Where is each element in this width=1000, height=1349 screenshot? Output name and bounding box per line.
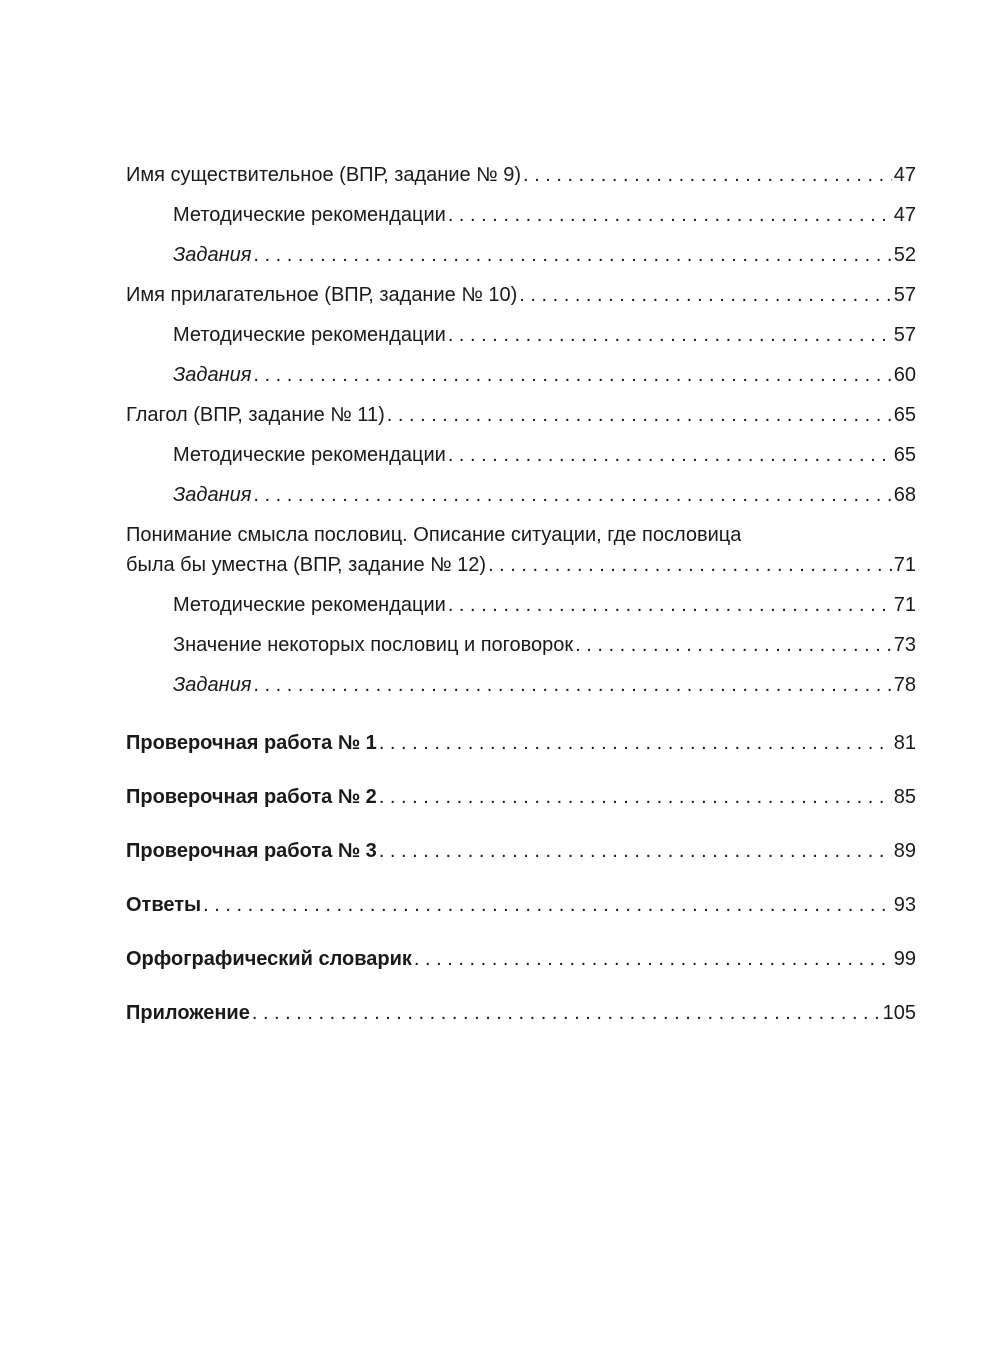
toc-entry-title: была бы уместна (ВПР, задание № 12) bbox=[126, 554, 487, 576]
toc-entry-test-3 bbox=[126, 836, 916, 866]
toc-entry-page: 57 bbox=[893, 284, 916, 306]
toc-entry-verb bbox=[126, 400, 916, 430]
dot-leader bbox=[387, 400, 892, 430]
toc-entry-page: 99 bbox=[893, 948, 916, 970]
toc-entry-title: Методические рекомендации bbox=[173, 204, 446, 226]
toc-entry-title: Задания bbox=[173, 674, 252, 696]
toc-entry-page: 73 bbox=[893, 634, 916, 656]
toc-entry-answers bbox=[126, 890, 916, 920]
toc-entry-proverbs-methods bbox=[126, 590, 916, 620]
toc-entry-page: 65 bbox=[893, 444, 916, 466]
table-of-contents bbox=[126, 160, 916, 1028]
toc-entry-proverbs-line2 bbox=[126, 550, 916, 580]
dot-leader bbox=[379, 728, 892, 758]
dot-leader bbox=[379, 782, 892, 812]
toc-entry-page: 93 bbox=[893, 894, 916, 916]
toc-entry-appendix bbox=[126, 998, 916, 1028]
toc-entry-page: 89 bbox=[893, 840, 916, 862]
toc-entry-title: Методические рекомендации bbox=[173, 444, 446, 466]
toc-entry-title: Имя прилагательное (ВПР, задание № 10) bbox=[126, 284, 518, 306]
toc-entry-proverbs-meanings bbox=[126, 630, 916, 660]
toc-entry-page: 105 bbox=[882, 1002, 916, 1024]
toc-entry-title: Методические рекомендации bbox=[173, 594, 446, 616]
dot-leader bbox=[203, 890, 892, 920]
dot-leader bbox=[523, 160, 892, 190]
dot-leader bbox=[448, 320, 892, 350]
toc-entry-dictionary bbox=[126, 944, 916, 974]
toc-entry-title: Глагол (ВПР, задание № 11) bbox=[126, 404, 385, 426]
toc-entry-title: Значение некоторых пословиц и поговорок bbox=[173, 634, 574, 656]
toc-entry-proverbs bbox=[126, 520, 916, 580]
dot-leader bbox=[253, 360, 891, 390]
toc-entry-adjective-tasks bbox=[126, 360, 916, 390]
toc-entry-proverbs-tasks bbox=[126, 670, 916, 700]
toc-entry-noun-tasks bbox=[126, 240, 916, 270]
toc-entry-adjective bbox=[126, 280, 916, 310]
toc-entry-title-line1: Понимание смысла пословиц. Описание ситуации, где пословица bbox=[126, 524, 742, 546]
toc-entry-page: 65 bbox=[893, 404, 916, 426]
toc-entry-noun-methods bbox=[126, 200, 916, 230]
toc-entry-page: 78 bbox=[893, 674, 916, 696]
dot-leader bbox=[253, 240, 891, 270]
toc-entry-verb-tasks bbox=[126, 480, 916, 510]
dot-leader bbox=[253, 480, 891, 510]
dot-leader bbox=[488, 550, 892, 580]
dot-leader bbox=[448, 200, 892, 230]
dot-leader bbox=[253, 670, 891, 700]
toc-entry-page: 68 bbox=[893, 484, 916, 506]
toc-entry-page: 52 bbox=[893, 244, 916, 266]
toc-entry-title: Проверочная работа № 2 bbox=[126, 786, 377, 808]
toc-entry-adjective-methods bbox=[126, 320, 916, 350]
toc-entry-page: 81 bbox=[893, 732, 916, 754]
toc-entry-verb-methods bbox=[126, 440, 916, 470]
dot-leader bbox=[414, 944, 892, 974]
toc-entry-page: 71 bbox=[893, 554, 916, 576]
toc-entry-title: Задания bbox=[173, 244, 252, 266]
dot-leader bbox=[448, 590, 892, 620]
toc-entry-page: 85 bbox=[893, 786, 916, 808]
dot-leader bbox=[575, 630, 892, 660]
dot-leader bbox=[379, 836, 892, 866]
toc-entry-title: Приложение bbox=[126, 1002, 250, 1024]
toc-entry-title: Задания bbox=[173, 484, 252, 506]
toc-entry-page: 71 bbox=[893, 594, 916, 616]
toc-entry-title: Орфографический словарик bbox=[126, 948, 412, 970]
toc-entry-title: Ответы bbox=[126, 894, 202, 916]
toc-entry-page: 47 bbox=[893, 164, 916, 186]
toc-entry-title: Проверочная работа № 1 bbox=[126, 732, 377, 754]
toc-entry-page: 60 bbox=[893, 364, 916, 386]
dot-leader bbox=[448, 440, 892, 470]
toc-entry-title: Задания bbox=[173, 364, 252, 386]
toc-entry-title: Проверочная работа № 3 bbox=[126, 840, 377, 862]
toc-entry-page: 47 bbox=[893, 204, 916, 226]
toc-entry-title: Имя существительное (ВПР, задание № 9) bbox=[126, 164, 521, 186]
toc-entry-test-1 bbox=[126, 728, 916, 758]
dot-leader bbox=[519, 280, 892, 310]
toc-entry-noun bbox=[126, 160, 916, 190]
toc-entry-page: 57 bbox=[893, 324, 916, 346]
toc-entry-test-2 bbox=[126, 782, 916, 812]
dot-leader bbox=[252, 998, 881, 1028]
toc-entry-title: Методические рекомендации bbox=[173, 324, 446, 346]
